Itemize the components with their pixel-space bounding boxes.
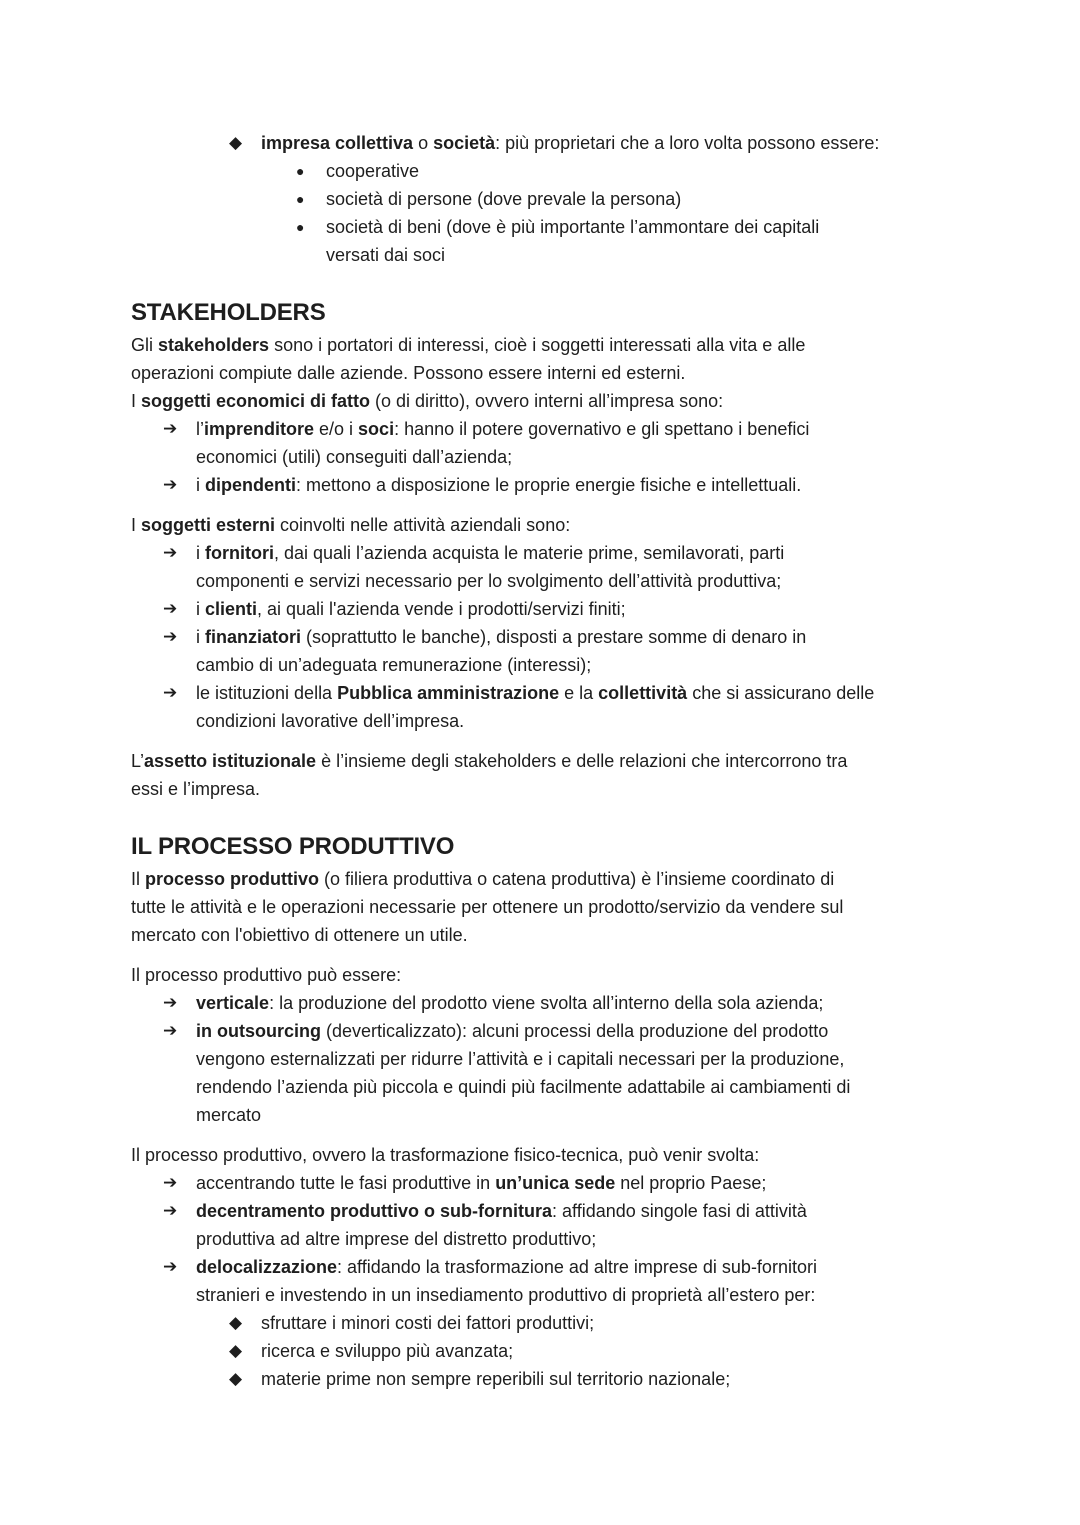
bold-term: impresa collettiva xyxy=(261,133,414,153)
text-run: (o filiera produttiva o catena produttiva) è l’insieme coordinato di xyxy=(319,869,835,889)
list-item xyxy=(0,989,1080,1017)
text-run: società di persone (dove prevale la persona) xyxy=(326,189,682,209)
bold-term: soci xyxy=(358,419,395,439)
text-run: tutte le attività e le operazioni necessarie per ottenere un prodotto/servizio da vendere sul xyxy=(131,897,844,917)
text-line xyxy=(0,747,1080,775)
text-run: i xyxy=(196,627,205,647)
dot-bullet-icon: ● xyxy=(296,219,305,235)
text-run: materie prime non sempre reperibili sul territorio nazionale; xyxy=(261,1369,731,1389)
text-run: sfruttare i minori costi dei fattori produttivi; xyxy=(261,1313,595,1333)
list-item xyxy=(0,595,1080,623)
text-run: e/o i xyxy=(314,419,359,439)
text-run: produttiva ad altre imprese del distretto produttivo; xyxy=(196,1229,597,1249)
paragraph xyxy=(0,747,1080,803)
list-item xyxy=(0,1197,1080,1225)
paragraph xyxy=(0,865,1080,949)
text-run: stranieri e investendo in un insediamento produttivo di proprietà all’estero per: xyxy=(196,1285,816,1305)
paragraph xyxy=(0,1141,1080,1393)
dot-bullet-icon: ● xyxy=(296,163,305,179)
bold-term: processo produttivo xyxy=(145,869,320,889)
bold-term: decentramento produttivo o sub-fornitura xyxy=(196,1201,553,1221)
text-line xyxy=(0,921,1080,949)
text-run: : più proprietari che a loro volta possono essere: xyxy=(495,133,880,153)
section-heading: STAKEHOLDERS xyxy=(131,299,326,326)
bold-term: collettività xyxy=(598,683,688,703)
text-line xyxy=(0,865,1080,893)
bold-term: Pubblica amministrazione xyxy=(337,683,560,703)
diamond-bullet-icon: ◆ xyxy=(229,1341,243,1360)
bold-term: stakeholders xyxy=(158,335,270,355)
text-line xyxy=(0,707,1080,735)
text-line xyxy=(0,961,1080,989)
text-run: : mettono a disposizione le proprie energie fisiche e intellettuali. xyxy=(296,475,802,495)
list-item xyxy=(0,157,1080,185)
arrow-bullet-icon: ➔ xyxy=(163,683,178,702)
diamond-bullet-icon: ◆ xyxy=(229,133,243,152)
paragraph xyxy=(0,331,1080,499)
document-page xyxy=(0,129,1080,1393)
bold-term: delocalizzazione xyxy=(196,1257,338,1277)
bold-term: verticale xyxy=(196,993,270,1013)
text-run: (deverticalizzato): alcuni processi della produzione del prodotto xyxy=(321,1021,829,1041)
arrow-bullet-icon: ➔ xyxy=(163,1257,178,1276)
bold-term: in outsourcing xyxy=(196,1021,321,1041)
list-item xyxy=(0,185,1080,213)
text-line xyxy=(0,1225,1080,1253)
arrow-bullet-icon: ➔ xyxy=(163,599,178,618)
text-run: o xyxy=(413,133,434,153)
text-line xyxy=(0,241,1080,269)
text-line xyxy=(0,567,1080,595)
text-run: cooperative xyxy=(326,161,420,181)
bold-term: dipendenti xyxy=(205,475,296,495)
text-run: e la xyxy=(559,683,599,703)
text-line xyxy=(0,1141,1080,1169)
bold-term: finanziatori xyxy=(205,627,302,647)
bold-term: assetto istituzionale xyxy=(144,751,317,771)
list-item xyxy=(0,1337,1080,1365)
bold-term: fornitori xyxy=(205,543,274,563)
text-run: vengono esternalizzati per ridurre l’attività e i capitali necessari per la produzione, xyxy=(196,1049,845,1069)
text-run: (o di diritto), ovvero interni all’impresa sono: xyxy=(370,391,724,411)
text-run: Il xyxy=(131,869,146,889)
text-run: ricerca e sviluppo più avanzata; xyxy=(261,1341,514,1361)
bold-term: un’unica sede xyxy=(495,1173,616,1193)
text-run: società di beni (dove è più importante l’ammontare dei capitali xyxy=(326,217,820,237)
arrow-bullet-icon: ➔ xyxy=(163,627,178,646)
paragraph xyxy=(0,129,1080,269)
text-run: I xyxy=(131,515,142,535)
text-line xyxy=(0,775,1080,803)
text-run: sono i portatori di interessi, cioè i soggetti interessati alla vita e alle xyxy=(269,335,806,355)
text-run: accentrando tutte le fasi produttive in xyxy=(196,1173,496,1193)
text-line xyxy=(0,511,1080,539)
text-line xyxy=(0,443,1080,471)
text-run: : la produzione del prodotto viene svolta all’interno della sola azienda; xyxy=(269,993,824,1013)
arrow-bullet-icon: ➔ xyxy=(163,419,178,438)
text-line xyxy=(0,893,1080,921)
arrow-bullet-icon: ➔ xyxy=(163,1201,178,1220)
paragraph xyxy=(0,511,1080,735)
list-item xyxy=(0,1365,1080,1393)
text-run: coinvolti nelle attività aziendali sono: xyxy=(275,515,571,535)
paragraph xyxy=(0,961,1080,1129)
text-run: versati dai soci xyxy=(326,245,446,265)
list-item xyxy=(0,471,1080,499)
text-run: L’ xyxy=(131,751,145,771)
list-item xyxy=(0,679,1080,707)
text-run: componenti e servizi necessario per lo svolgimento dell’attività produttiva; xyxy=(196,571,782,591)
text-run: mercato con l'obiettivo di ottenere un utile. xyxy=(131,925,468,945)
list-item xyxy=(0,129,1080,157)
bold-term: soggetti esterni xyxy=(141,515,276,535)
text-run: che si assicurano delle xyxy=(687,683,875,703)
text-run: : affidando singole fasi di attività xyxy=(552,1201,807,1221)
text-line xyxy=(0,651,1080,679)
text-line xyxy=(0,1045,1080,1073)
list-item xyxy=(0,415,1080,443)
text-run: : hanno il potere governativo e gli spettano i benefici xyxy=(394,419,810,439)
text-run: l’ xyxy=(196,419,204,439)
text-run: economici (utili) conseguiti dall’azienda; xyxy=(196,447,513,467)
text-run: Gli xyxy=(131,335,158,355)
text-run: le istituzioni della xyxy=(196,683,338,703)
arrow-bullet-icon: ➔ xyxy=(163,543,178,562)
text-run: i xyxy=(196,475,205,495)
text-run: Il processo produttivo, ovvero la trasformazione fisico-tecnica, può venir svolta: xyxy=(131,1145,760,1165)
section-heading: IL PROCESSO PRODUTTIVO xyxy=(131,833,455,860)
bold-term: soggetti economici di fatto xyxy=(141,391,371,411)
text-run: nel proprio Paese; xyxy=(615,1173,767,1193)
diamond-bullet-icon: ◆ xyxy=(229,1369,243,1388)
text-run: essi e l’impresa. xyxy=(131,779,261,799)
text-run: i xyxy=(196,599,205,619)
list-item xyxy=(0,1169,1080,1197)
text-run: operazioni compiute dalle aziende. Possono essere interni ed esterni. xyxy=(131,363,686,383)
bold-term: società xyxy=(433,133,496,153)
text-run: , dai quali l’azienda acquista le materie prime, semilavorati, parti xyxy=(274,543,785,563)
text-run: mercato xyxy=(196,1105,262,1125)
list-item xyxy=(0,623,1080,651)
text-run: , ai quali l'azienda vende i prodotti/servizi finiti; xyxy=(257,599,626,619)
list-item xyxy=(0,1253,1080,1281)
text-run: cambio di un’adeguata remunerazione (interessi); xyxy=(196,655,592,675)
diamond-bullet-icon: ◆ xyxy=(229,1313,243,1332)
text-run: i xyxy=(196,543,205,563)
text-line xyxy=(0,359,1080,387)
text-run: condizioni lavorative dell’impresa. xyxy=(196,711,465,731)
dot-bullet-icon: ● xyxy=(296,191,305,207)
text-line xyxy=(0,387,1080,415)
list-item xyxy=(0,539,1080,567)
bold-term: imprenditore xyxy=(204,419,315,439)
bold-term: clienti xyxy=(205,599,258,619)
arrow-bullet-icon: ➔ xyxy=(163,475,178,494)
list-item xyxy=(0,1309,1080,1337)
text-run: : affidando la trasformazione ad altre imprese di sub-fornitori xyxy=(337,1257,817,1277)
text-line xyxy=(0,1101,1080,1129)
text-run: (soprattutto le banche), disposti a prestare somme di denaro in xyxy=(301,627,807,647)
arrow-bullet-icon: ➔ xyxy=(163,993,178,1012)
list-item xyxy=(0,213,1080,241)
text-run: Il processo produttivo può essere: xyxy=(131,965,402,985)
arrow-bullet-icon: ➔ xyxy=(163,1021,178,1040)
text-line xyxy=(0,1281,1080,1309)
text-run: I xyxy=(131,391,142,411)
list-item xyxy=(0,1017,1080,1045)
text-line xyxy=(0,1073,1080,1101)
arrow-bullet-icon: ➔ xyxy=(163,1173,178,1192)
text-line xyxy=(0,331,1080,359)
text-run: è l’insieme degli stakeholders e delle relazioni che intercorrono tra xyxy=(316,751,848,771)
text-run: rendendo l’azienda più piccola e quindi più facilmente adattabile ai cambiamenti di xyxy=(196,1077,851,1097)
